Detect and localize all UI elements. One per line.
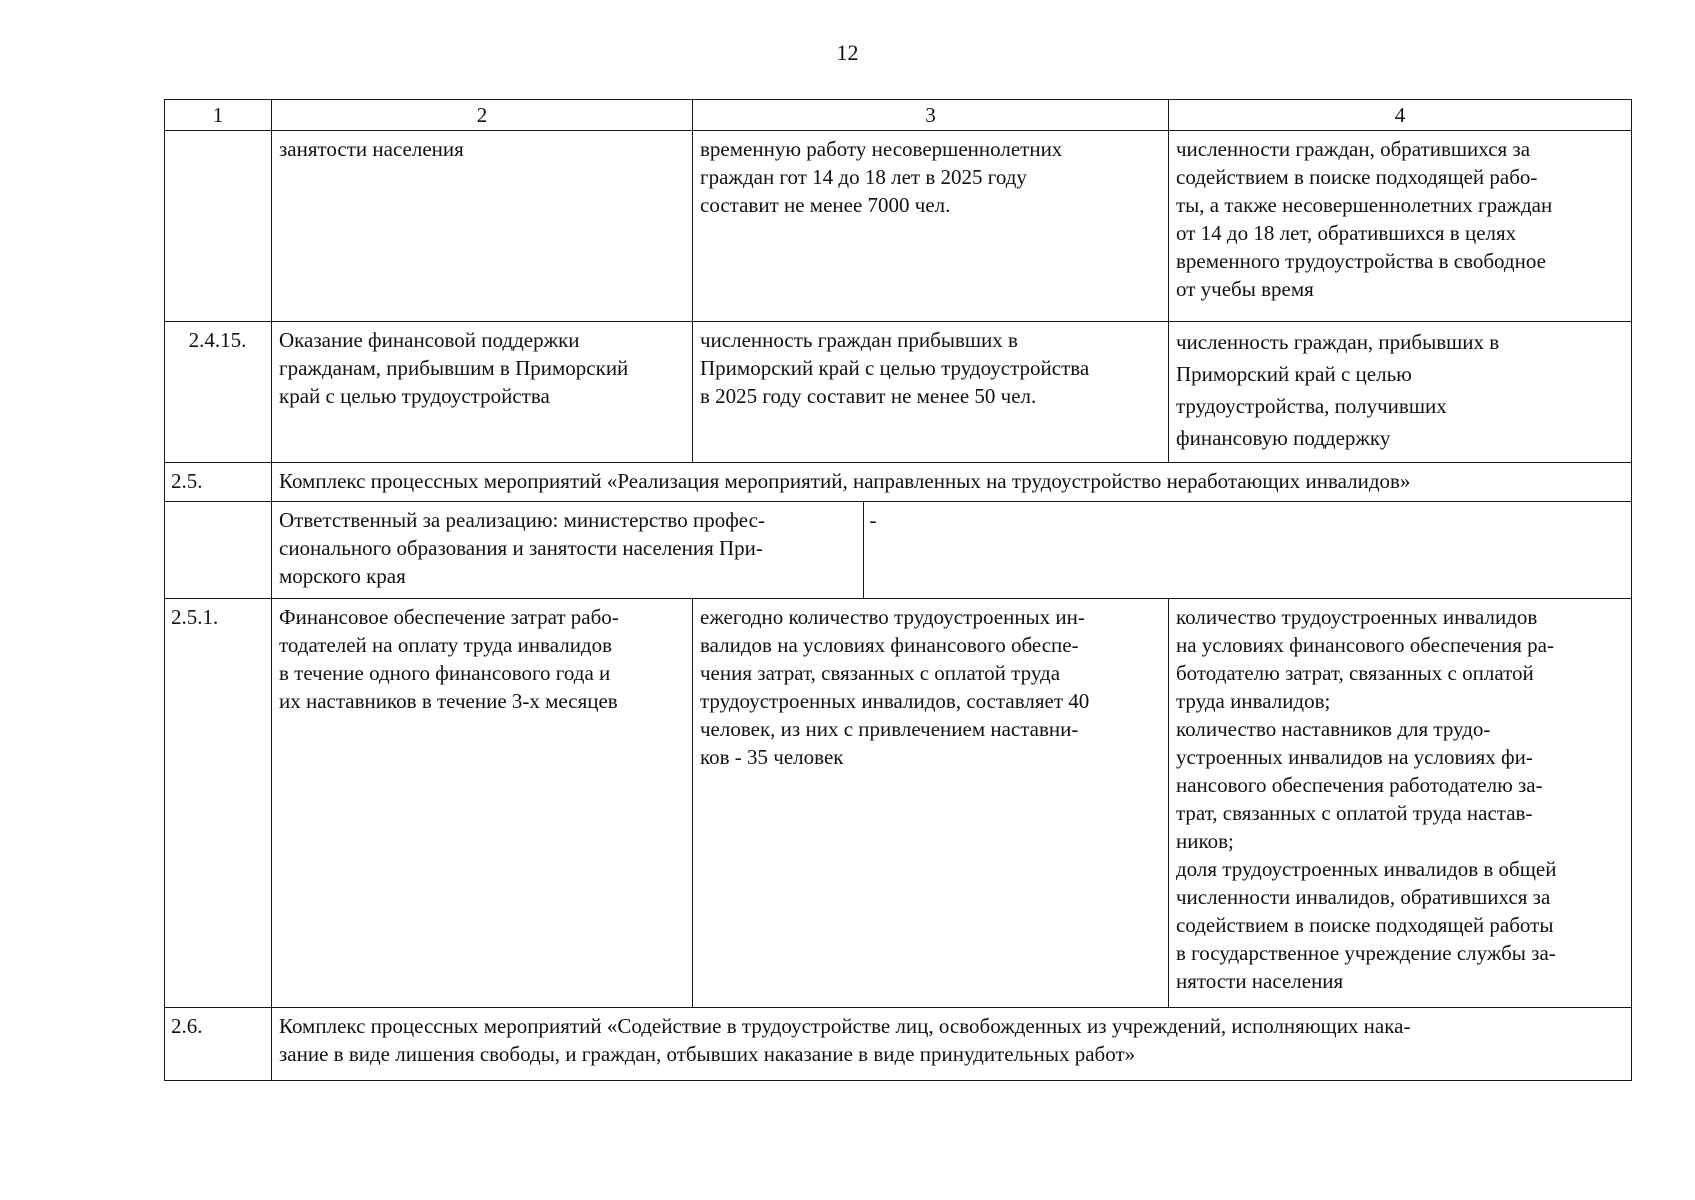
cell-line: чения затрат, связанных с оплатой труда <box>700 661 1061 685</box>
section-title <box>272 1008 1632 1081</box>
table-row <box>165 131 1632 322</box>
cell-line: содействием в поиске подходящей работы <box>1176 913 1554 937</box>
cell-line: в 2025 году составит не менее 50 чел. <box>700 384 1037 408</box>
row-number <box>165 502 272 599</box>
cell-line: численность граждан прибывших в <box>700 328 1018 352</box>
section-row <box>165 463 1632 502</box>
cell-line: от 14 до 18 лет, обратившихся в целях <box>1176 221 1517 245</box>
cell-line: Финансовое обеспечение затрат рабо- <box>279 605 619 629</box>
responsible-inner <box>272 502 1631 598</box>
cell-line: морского края <box>279 564 406 588</box>
cell-line: Приморский край с целью трудоустройства <box>700 356 1090 380</box>
responsible-label <box>272 502 863 598</box>
table-row <box>165 599 1632 1008</box>
cell-line: содействием в поиске подходящей рабо- <box>1176 165 1538 189</box>
cell-line: количество наставников для трудо- <box>1176 717 1491 741</box>
measures-table <box>164 99 1632 1081</box>
cell-line: труда инвалидов; <box>1176 689 1331 713</box>
cell-line: трудоустроенных инвалидов, составляет 40 <box>700 689 1090 713</box>
responsible-row <box>165 502 1632 599</box>
page-number: 12 <box>836 40 859 65</box>
cell-line: нятости населения <box>1176 969 1344 993</box>
responsible-value: - <box>869 508 877 532</box>
expected-result-cell <box>693 131 1169 322</box>
cell-line: в государственное учреждение службы за- <box>1176 941 1556 965</box>
cell-line: доля трудоустроенных инвалидов в общей <box>1176 857 1557 881</box>
cell-line: трудоустройства, получивших <box>1176 394 1447 418</box>
row-number: 2.5.1. <box>165 599 272 1008</box>
cell-line: составит не менее 7000 чел. <box>700 193 951 217</box>
table-row <box>165 322 1632 463</box>
cell-line: зание в виде лишения свободы, и граждан, отбывших наказание в виде принудительных работ» <box>279 1042 1136 1066</box>
header-col-1: 1 <box>165 100 272 131</box>
row-number: 2.6. <box>165 1008 272 1081</box>
cell-line: Комплекс процессных мероприятий «Реализация мероприятий, направленных на трудоустройство неработающих инвалидов» <box>279 469 1411 493</box>
header-col-4: 4 <box>1169 100 1632 131</box>
cell-line: ты, а также несовершеннолетних граждан <box>1176 193 1553 217</box>
cell-line: временную работу несовершеннолетних <box>700 137 1063 161</box>
cell-line: финансовую поддержку <box>1176 426 1391 450</box>
cell-line: трат, связанных с оплатой труда настав- <box>1176 801 1533 825</box>
cell-line: валидов на условиях финансового обеспе- <box>700 633 1079 657</box>
header-col-3: 3 <box>693 100 1169 131</box>
cell-line: сионального образования и занятости населения При- <box>279 536 763 560</box>
cell-line: тодателей на оплату труда инвалидов <box>279 633 613 657</box>
cell-line: временного трудоустройства в свободное <box>1176 249 1546 273</box>
header-col-2: 2 <box>272 100 693 131</box>
row-number: 2.4.15. <box>165 322 272 463</box>
cell-line: гражданам, прибывшим в Приморский <box>279 356 629 380</box>
cell-line: ников; <box>1176 829 1234 853</box>
responsible-cell <box>272 502 1632 599</box>
indicator-cell <box>1169 599 1632 1008</box>
cell-line: край с целью трудоустройства <box>279 384 550 408</box>
measure-name-cell <box>272 131 693 322</box>
measure-name-cell <box>272 599 693 1008</box>
cell-line: Ответственный за реализацию: министерство профес- <box>279 508 765 532</box>
expected-result-cell <box>693 322 1169 463</box>
cell-line: граждан гот 14 до 18 лет в 2025 году <box>700 165 1027 189</box>
cell-line: ежегодно количество трудоустроенных ин- <box>700 605 1085 629</box>
measure-name-cell <box>272 322 693 463</box>
cell-line: в течение одного финансового года и <box>279 661 611 685</box>
section-title <box>272 463 1632 502</box>
cell-line: ков - 35 человек <box>700 745 844 769</box>
cell-line: на условиях финансового обеспечения ра- <box>1176 633 1554 657</box>
cell-line: занятости населения <box>279 137 464 161</box>
cell-line: численности инвалидов, обратившихся за <box>1176 885 1551 909</box>
cell-line: Приморский край с целью <box>1176 362 1412 386</box>
cell-line: ботодателю затрат, связанных с оплатой <box>1176 661 1534 685</box>
header-row <box>165 100 1632 131</box>
cell-line: Оказание финансовой поддержки <box>279 328 580 352</box>
cell-line: численность граждан, прибывших в <box>1176 330 1500 354</box>
cell-line: человек, из них с привлечением наставни- <box>700 717 1079 741</box>
section-row <box>165 1008 1632 1081</box>
cell-line: устроенных инвалидов на условиях фи- <box>1176 745 1533 769</box>
cell-line: количество трудоустроенных инвалидов <box>1176 605 1538 629</box>
indicator-cell <box>1169 131 1632 322</box>
cell-line: нансового обеспечения работодателю за- <box>1176 773 1543 797</box>
row-number: 2.5. <box>165 463 272 502</box>
cell-line: Комплекс процессных мероприятий «Содействие в трудоустройстве лиц, освобожденных из учреждений, исполняющих нака- <box>279 1014 1411 1038</box>
row-number <box>165 131 272 322</box>
cell-line: их наставников в течение 3-х месяцев <box>279 689 618 713</box>
cell-line: численности граждан, обратившихся за <box>1176 137 1531 161</box>
expected-result-cell <box>693 599 1169 1008</box>
cell-line: от учебы время <box>1176 277 1314 301</box>
indicator-cell <box>1169 322 1632 463</box>
